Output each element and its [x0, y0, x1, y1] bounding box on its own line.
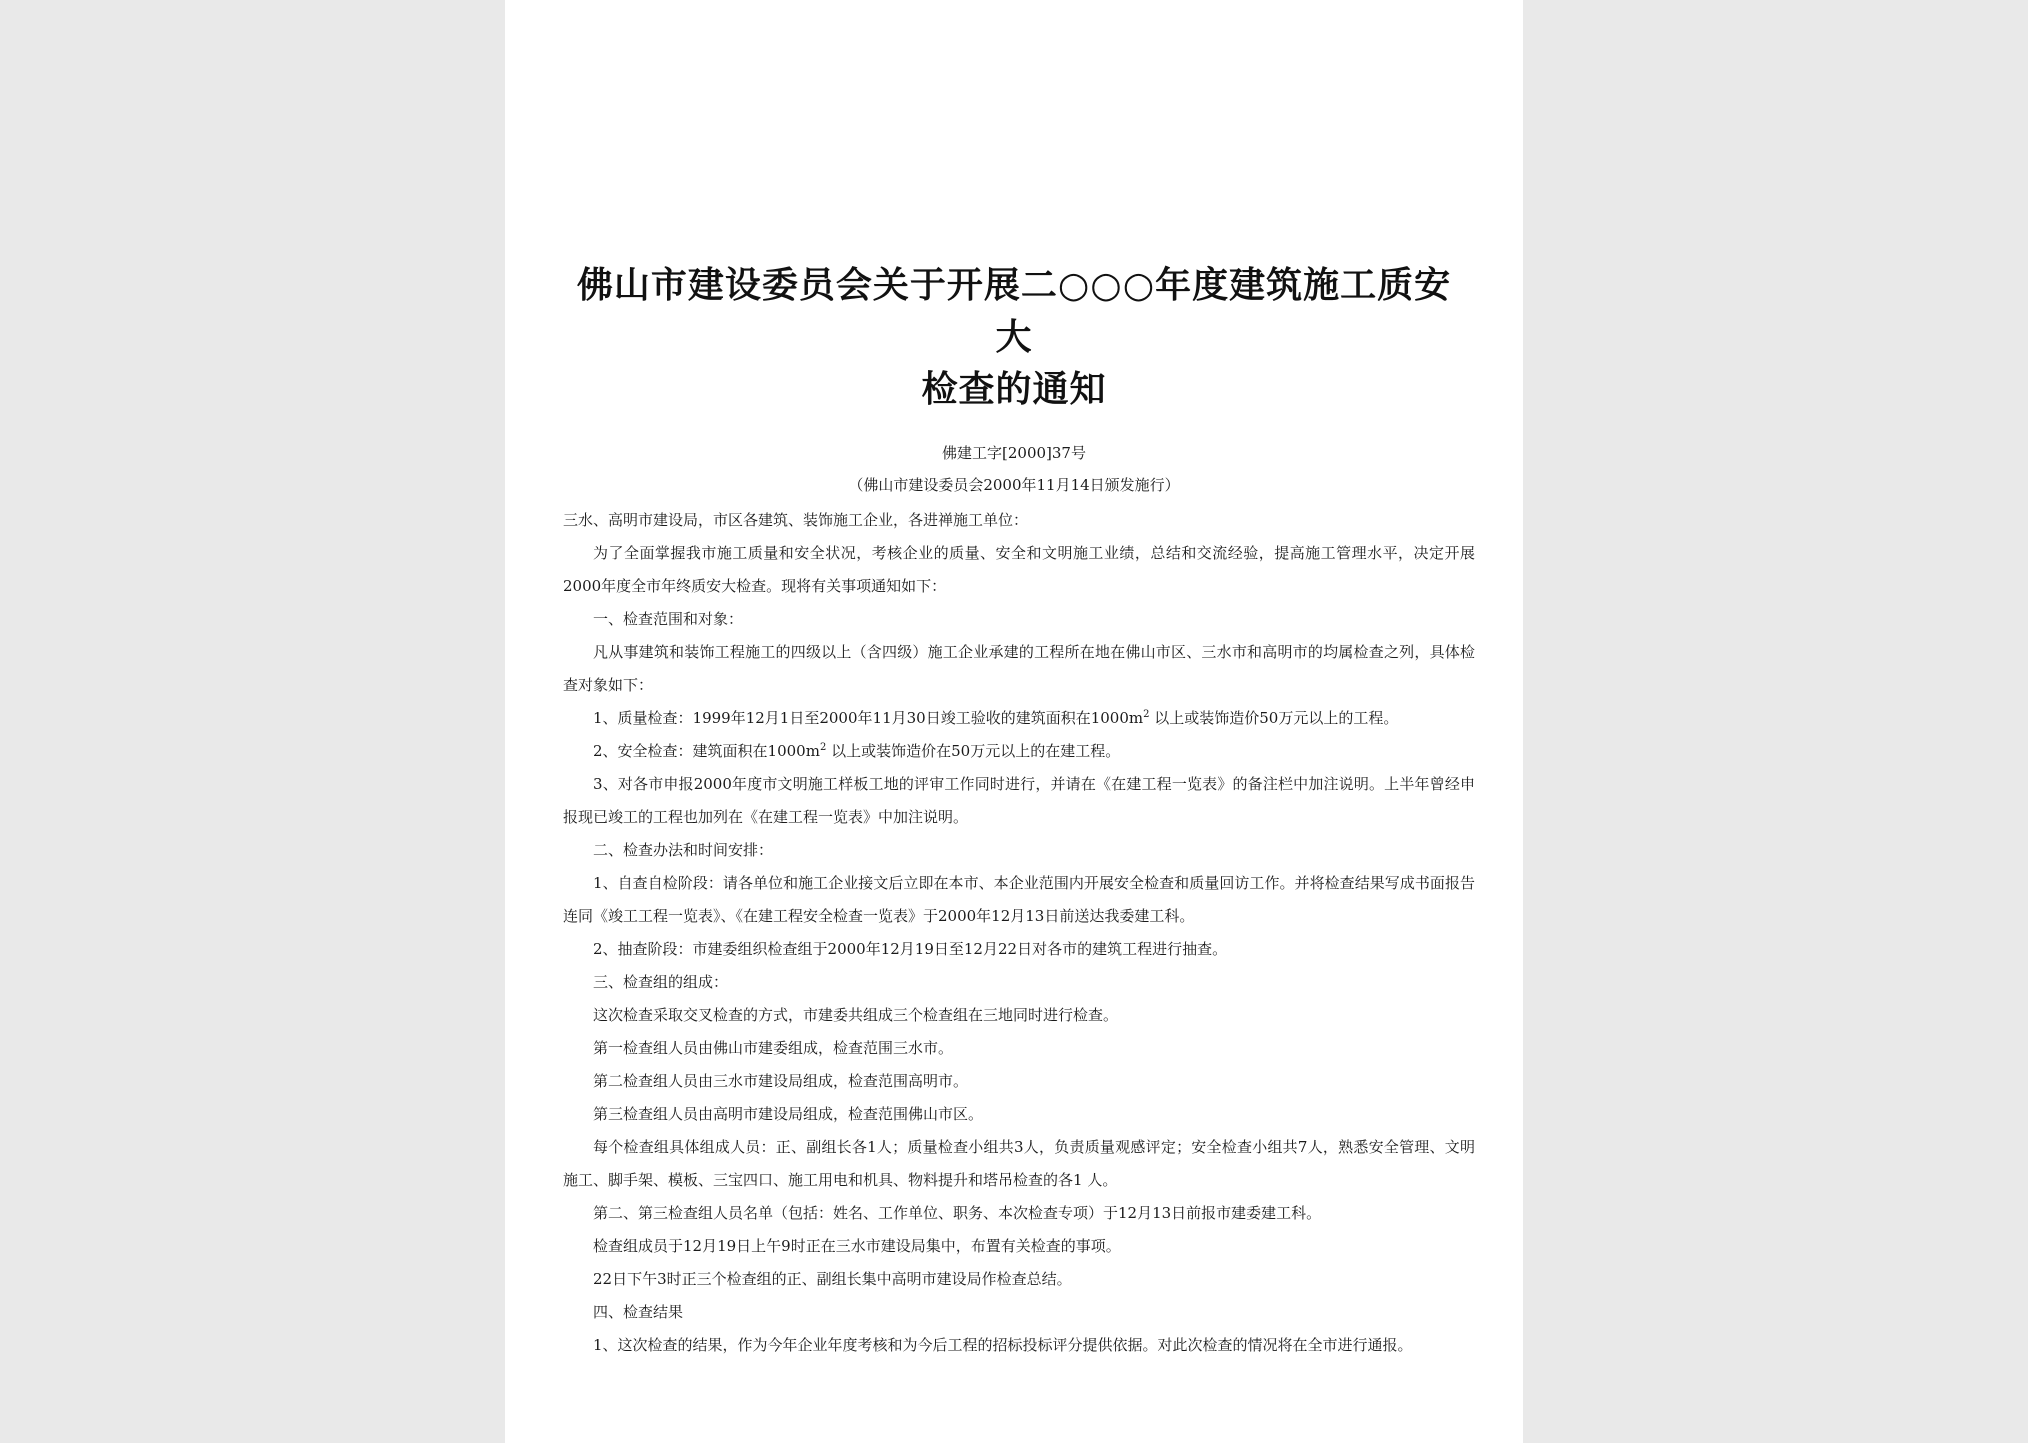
section-1-heading: 一、检查范围和对象： — [593, 610, 744, 628]
issue-note: （佛山市建设委员会2000年11月14日颁发施行） — [848, 476, 1180, 494]
document-number: 佛建工字[2000]37号 — [942, 444, 1086, 462]
section-4-item-1: 1、这次检查的结果，作为今年企业年度考核和为今后工程的招标投标评分提供依据。对此次检查的情况将在全市进行通报。 — [593, 1336, 1413, 1354]
section-1-item-3: 3、对各市申报2000年度市文明施工样板工地的评审工作同时进行，并请在《在建工程一览表》的备注栏中加注说明。上半年曾经申报现已竣工的工程也加列在《在建工程一览表》中加注说明。 — [563, 775, 1475, 826]
section-3-paragraph: 第二、第三检查组人员名单（包括：姓名、工作单位、职务、本次检查专项）于12月13日前报市建委建工科。 — [593, 1204, 1322, 1222]
section-1-item-1 — [563, 702, 1475, 735]
item-1-text-a: 1、质量检查：1999年12月1日至2000年11月30日竣工验收的建筑面积在1000m — [593, 709, 1144, 727]
section-3-paragraph: 检查组成员于12月19日上午9时正在三水市建设局集中，布置有关检查的事项。 — [593, 1237, 1121, 1255]
section-1-text: 凡从事建筑和装饰工程施工的四级以上（含四级）施工企业承建的工程所在地在佛山市区、三水市和高明市的均属检查之列，具体检查对象如下： — [563, 643, 1475, 694]
section-3-paragraph: 第二检查组人员由三水市建设局组成，检查范围高明市。 — [593, 1072, 969, 1090]
section-3-paragraph: 每个检查组具体组成人员：正、副组长各1人；质量检查小组共3人，负责质量观感评定；安全检查小组共7人，熟悉安全管理、文明施工、脚手架、模板、三宝四口、施工用电和机具、物料提升和塔吊检查的各1 人。 — [563, 1138, 1475, 1189]
section-3-paragraph: 第三检查组人员由高明市建设局组成，检查范围佛山市区。 — [593, 1105, 984, 1123]
intro-paragraph: 为了全面掌握我市施工质量和安全状况，考核企业的质量、安全和文明施工业绩，总结和交流经验，提高施工管理水平，决定开展2000年度全市年终质安大检查。现将有关事项通知如下： — [563, 544, 1475, 595]
item-2-text-a: 2、安全检查：建筑面积在1000m — [593, 742, 820, 760]
document-title — [565, 260, 1463, 416]
section-3-paragraph: 这次检查采取交叉检查的方式，市建委共组成三个检查组在三地同时进行检查。 — [593, 1006, 1119, 1024]
section-3-heading: 三、检查组的组成： — [593, 973, 729, 991]
item-1-text-b: 以上或装饰造价50万元以上的工程。 — [1154, 709, 1399, 727]
salutation: 三水、高明市建设局，市区各建筑、装饰施工企业，各进禅施工单位： — [563, 511, 1029, 529]
section-3-paragraph: 22日下午3时正三个检查组的正、副组长集中高明市建设局作检查总结。 — [593, 1270, 1072, 1288]
section-4-heading: 四、检查结果 — [593, 1303, 684, 1321]
item-2-text-b: 以上或装饰造价在50万元以上的在建工程。 — [831, 742, 1121, 760]
section-2-heading: 二、检查办法和时间安排： — [593, 841, 774, 859]
section-3-paragraph: 第一检查组人员由佛山市建委组成，检查范围三水市。 — [593, 1039, 954, 1057]
section-2-item-1: 1、自查自检阶段：请各单位和施工企业接文后立即在本市、本企业范围内开展安全检查和质量回访工作。并将检查结果写成书面报告连同《竣工工程一览表》、《在建工程安全检查一览表》于2000年12月13日前送达我委建工科。 — [563, 874, 1475, 925]
section-1-item-2 — [563, 735, 1475, 768]
document-page — [505, 0, 1523, 1443]
superscript-2: 2 — [1143, 709, 1150, 720]
superscript-2: 2 — [819, 742, 827, 753]
title-line-1: 佛山市建设委员会关于开展二○○○年度建筑施工质安大 — [576, 265, 1452, 358]
document-body — [563, 504, 1475, 1362]
title-line-2: 检查的通知 — [921, 369, 1107, 410]
section-2-item-2: 2、抽查阶段：市建委组织检查组于2000年12月19日至12月22日对各市的建筑工程进行抽查。 — [593, 940, 1228, 958]
